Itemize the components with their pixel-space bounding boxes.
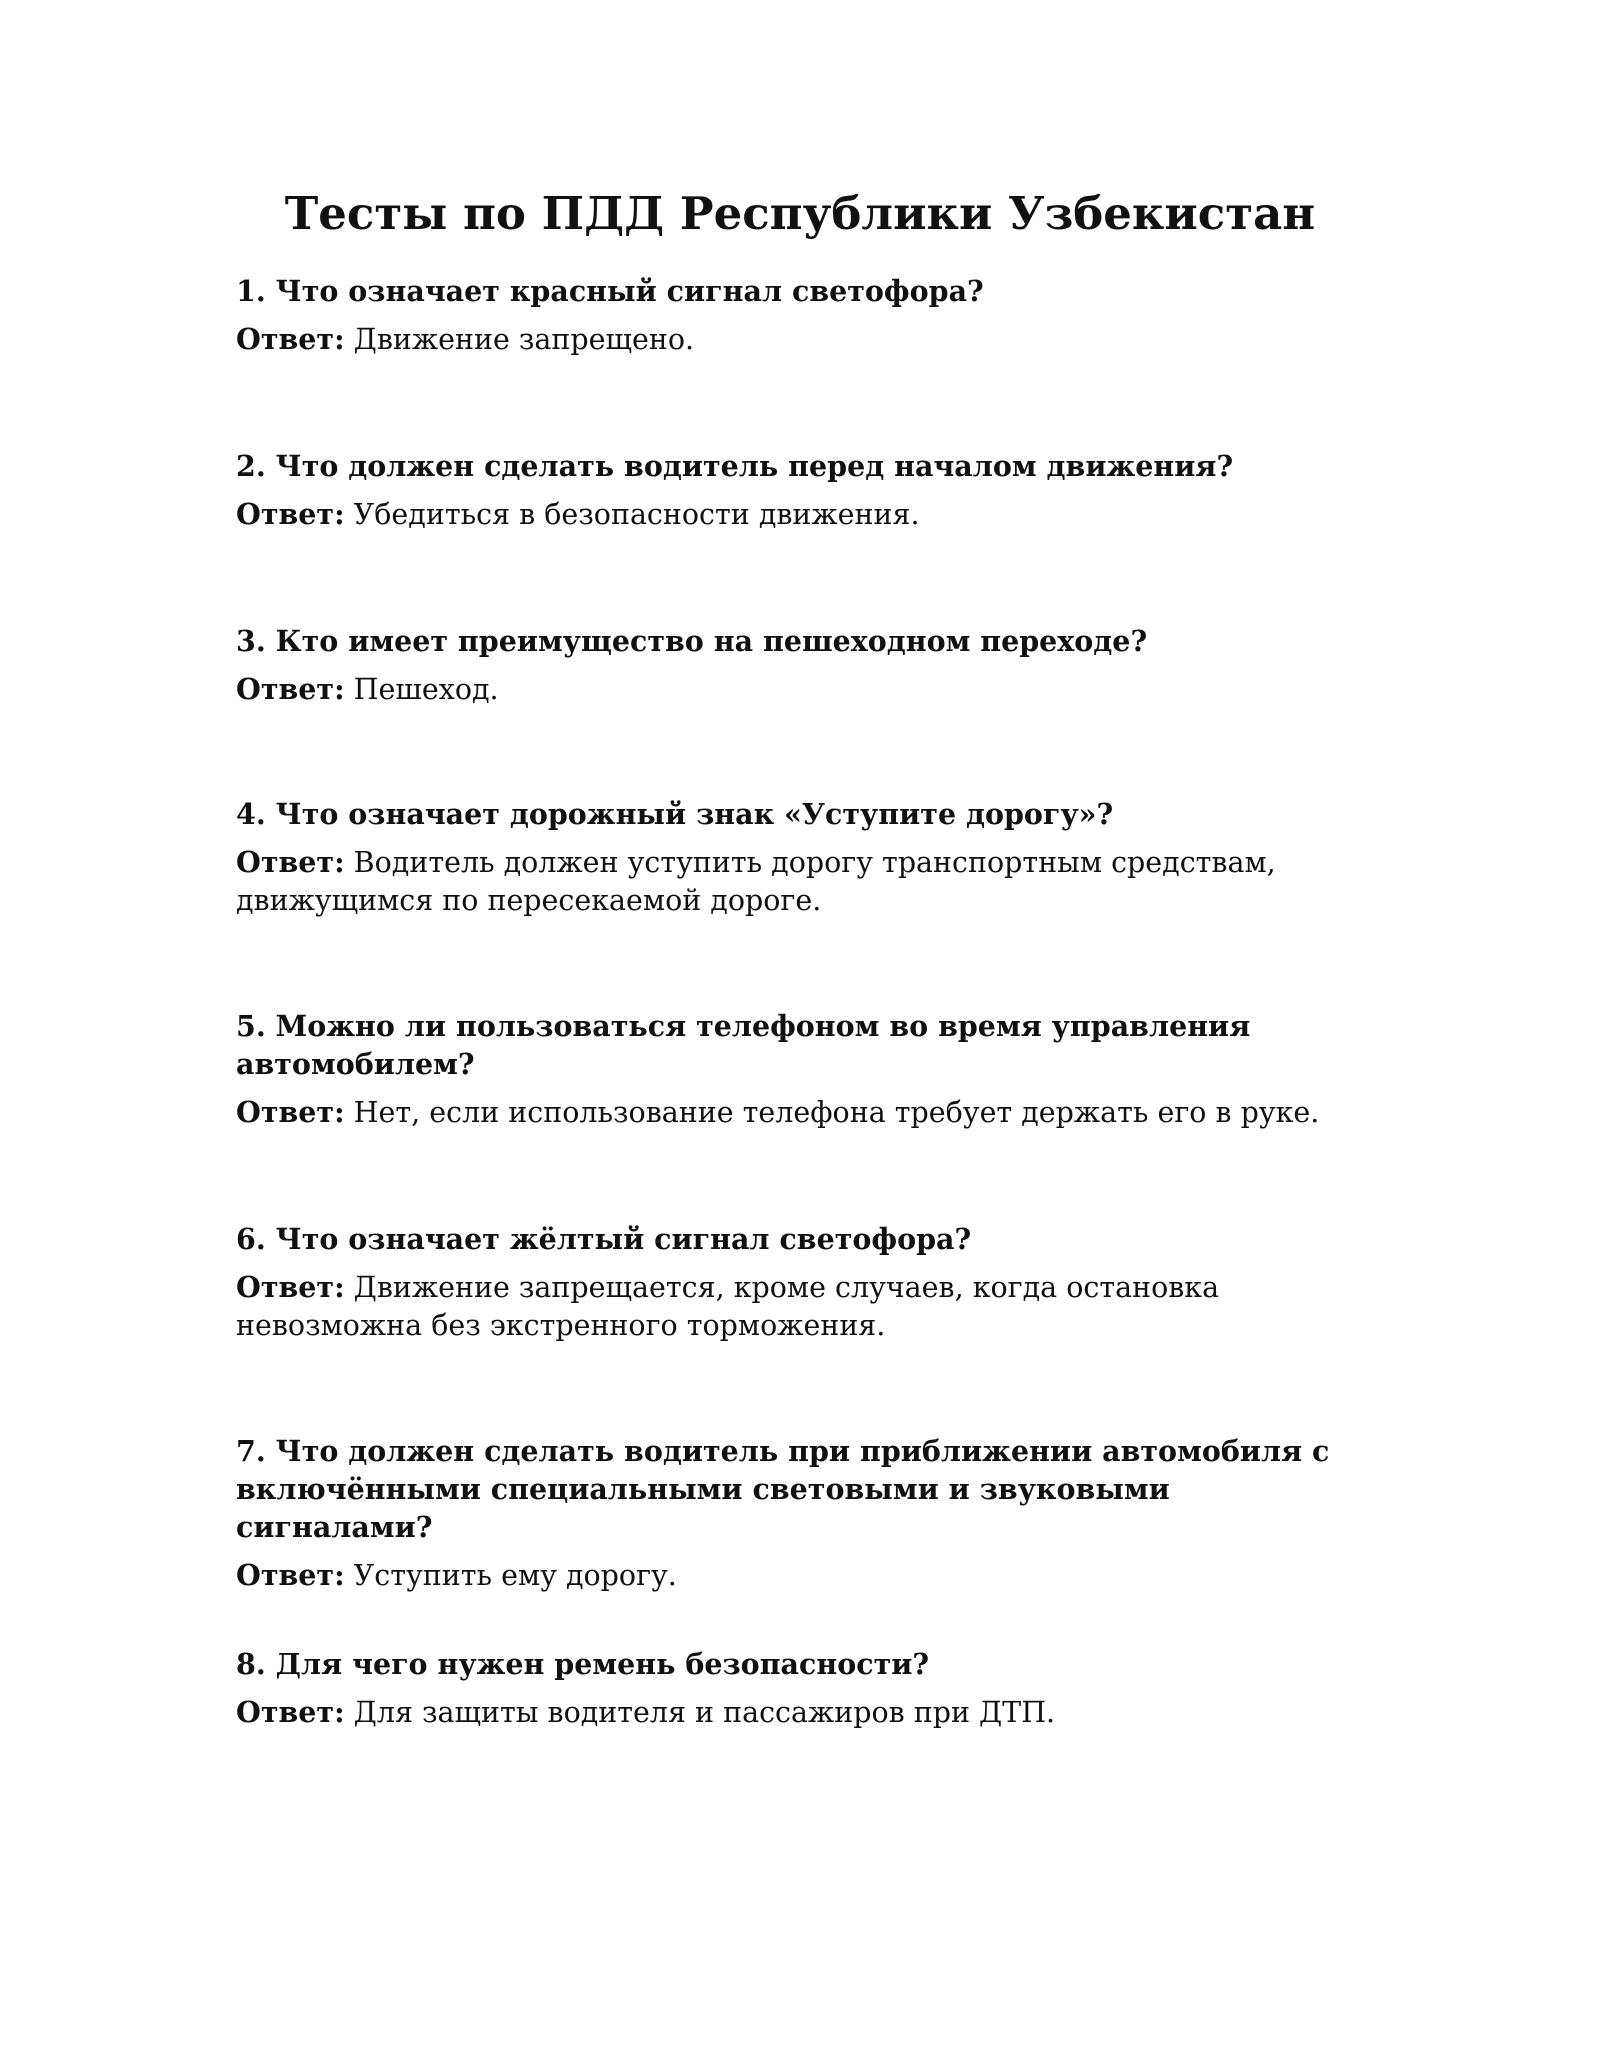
answer-text-8: Для защиты водителя и пассажиров при ДТП. xyxy=(344,1696,1056,1729)
answer-3 xyxy=(236,670,1366,709)
answer-4 xyxy=(236,843,1366,920)
answer-text-7: Уступить ему дорогу. xyxy=(344,1559,677,1592)
qa-item-1 xyxy=(236,272,1366,359)
answer-text-4: Водитель должен уступить дорогу транспортным средствам, движущимся по пересекаемой дороге. xyxy=(236,846,1276,917)
page-title: Тесты по ПДД Республики Узбекистан xyxy=(284,187,1316,240)
qa-item-4 xyxy=(236,795,1366,920)
answer-5 xyxy=(236,1093,1366,1132)
answer-text-3: Пешеход. xyxy=(344,673,499,706)
question-1: 1. Что означает красный сигнал светофора? xyxy=(236,274,984,308)
question-4: 4. Что означает дорожный знак «Уступите дорогу»? xyxy=(236,797,1114,831)
answer-label: Ответ: xyxy=(236,1270,345,1304)
qa-item-2 xyxy=(236,447,1366,534)
answer-text-6: Движение запрещается, кроме случаев, когда остановка невозможна без экстренного торможения. xyxy=(236,1271,1220,1342)
qa-item-8 xyxy=(236,1645,1366,1732)
answer-2 xyxy=(236,495,1366,534)
answer-label: Ответ: xyxy=(236,1095,345,1129)
qa-item-6 xyxy=(236,1220,1366,1345)
answer-8 xyxy=(236,1693,1366,1732)
answer-label: Ответ: xyxy=(236,322,345,356)
answer-label: Ответ: xyxy=(236,1558,345,1592)
answer-label: Ответ: xyxy=(236,1695,345,1729)
question-7: 7. Что должен сделать водитель при приближении автомобиля с включёнными специальными световыми и звуковыми сигналами? xyxy=(236,1434,1330,1544)
question-6: 6. Что означает жёлтый сигнал светофора? xyxy=(236,1222,972,1256)
question-5: 5. Можно ли пользоваться телефоном во время управления автомобилем? xyxy=(236,1009,1251,1081)
answer-label: Ответ: xyxy=(236,497,345,531)
question-8: 8. Для чего нужен ремень безопасности? xyxy=(236,1647,930,1681)
answer-6 xyxy=(236,1268,1366,1345)
question-2: 2. Что должен сделать водитель перед началом движения? xyxy=(236,449,1234,483)
answer-1 xyxy=(236,320,1366,359)
qa-item-7 xyxy=(236,1432,1366,1595)
answer-text-1: Движение запрещено. xyxy=(344,323,695,356)
answer-7 xyxy=(236,1556,1366,1595)
answer-label: Ответ: xyxy=(236,672,345,706)
answer-text-2: Убедиться в безопасности движения. xyxy=(344,498,920,531)
answer-text-5: Нет, если использование телефона требует держать его в руке. xyxy=(344,1096,1320,1129)
qa-item-3 xyxy=(236,622,1366,709)
answer-label: Ответ: xyxy=(236,845,345,879)
question-3: 3. Кто имеет преимущество на пешеходном переходе? xyxy=(236,624,1148,658)
qa-item-5 xyxy=(236,1007,1366,1132)
